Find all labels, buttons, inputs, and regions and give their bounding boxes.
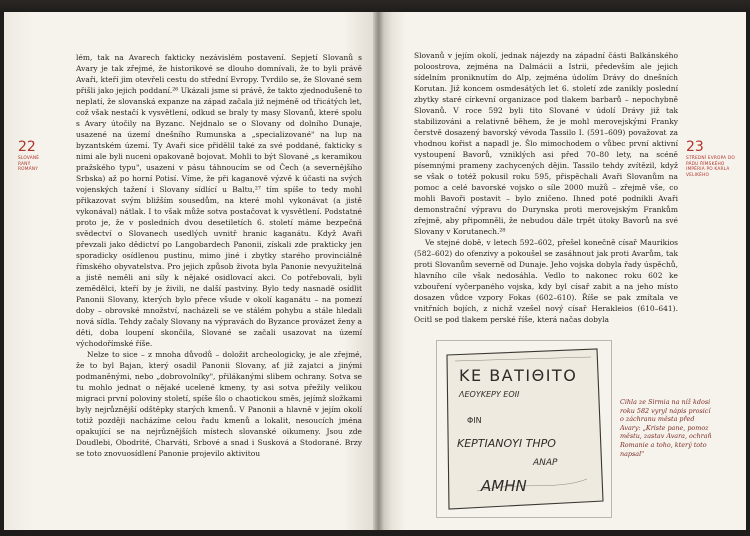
- right-page: [384, 12, 746, 530]
- left-margin-marker: [18, 140, 48, 173]
- left-running-head: SLOVANÉ RANÝ ROMÁNY: [18, 156, 40, 172]
- right-body-text: [414, 50, 678, 325]
- right-page-number: 23: [686, 139, 704, 155]
- brick-inscription-drawing: [437, 341, 611, 517]
- inscription-line-1: ΚΕ ΒΑΤΙΘΙΤΟ: [459, 366, 578, 385]
- figure-caption: Cihla ze Sirmia na níž kdosi roku 582 vyryl nápis prosicí o záchranu města před Avary: „Kriste pane, pomoz městu, zastav Avara, ochraň Romanie a toho, který toto napsal": [620, 398, 712, 458]
- inscription-line-2: ΛΕΟΥΚΕΡΥ ΕΟΙΙ: [459, 390, 520, 399]
- right-running-head: STŘEDNÍ EVROPA DO PÁDU ŘÍMSKÉHO IMPÉRIA PO KARLA VELIKÉHO: [686, 156, 735, 178]
- brick-figure: [436, 340, 612, 518]
- left-body-text: [76, 52, 362, 459]
- inscription-line-6: ΑΜΗΝ: [481, 477, 527, 495]
- left-paragraph-1: lém, tak na Avarech fakticky nezávislém postavení. Sepjetí Slovanů s Avary je tak zřejmé, že historikové se dlouho domnívali, že to byli právě Avaři, kteří jim otevřeli cestu do střední Evropy. Tvrdilo se, že Slované sem přišli jako jejich poddaní.²⁶ Ukázali jsme si právě, že takto zjednodušeně to neplatí, že slovanská expanze na západ začala již nejméně od třicátých let, což však nestačí k vysvětlení, odkud se braly ty masy Slovanů, které spolu s Avary útočily na Byzanc. Nejdnalo se o Slovany od dolního Dunaje, usazené na území dnešního Rumunska a „specializované" na lup na byzantském území. Ty Avaři sice přidělil také za své poddané, fakticky s nimi ale byli nuceni opakovaně bojovat. Mohli to být Slované „s keramikou pražského typu", usazeni v pásu táhnoucím se od Čech (a severnějšího Srbska) až po horní Potisí. Víme, že při kaganově výzvě k účasti na svých vojenských tažení i Slovany sídlící u Baltu,²⁷ tím spíše to tedy mohl přikazovat svým bližším sousedům, na které mohl vykonávat (a jistě vykonával) nátlak. I to však může sotva postačovat k vysvětlení. Podstatné proto je, že v posledních dvou desetiletích 6. století máme bezpečná svědectví o Slovanech usedlých uvnitř hranic kaganátu. Když Avaři převzali jako dědictví po Langobardech Panonii, získali zde prakticky jen sporadicky osídlenou pustinu, mimo jiné i zbytky starého provinciálně římského obyvatelstva. Pro jejich způsob života byla Panonie nevyužitelná a jistě neměli ani síly k nějaké osidlovací akci. Co potřebovali, byli zemědělci, kteří by je živili, ne další pastviny. Bylo tedy nasnadě osídlit Panonii Slovany, kterých bylo přece všude v okolí kaganátu – na pomezí doby – obrovské množství, nacházeli se ve stálém pohybu a stále hledali nová sídla. Tehdy začaly Slovany na výpravách do Byzance provázet ženy a děti, doba loupení skončila, Slované se začali usazovat na území východořímské říše.: [76, 53, 362, 348]
- left-page: [4, 12, 373, 530]
- left-paragraph-2: Nelze to sice – z mnoha důvodů – doložit archeologicky, je ale zřejmé, že to byl Bajan, který osadil Panonii Slovany, ať již zajatci a jinými podmaněnými, nebo „dobrovolníky", přilákanými slibem ochrany. Sotva se tu mohlo jednat o nějaké ucelené kmeny, ty asi sotva přežily velikou migraci první poloviny století, spíše šlo o chaotickou směs, jejímž složkami byly nejrůznější odštěpky starých kmenů. V Panonii a hlavně v jejím okolí totiž později nacházíme celou řadu kmenů a lokalit, nesoucích jména opakující se na nejrůznějších místech slovanské oikumeny. Jsou zde Doudlebi, Obodrité, Charváti, Srbové a snad i Susková a Stodorané. Brzy se toto znovuosídlení Panonie projevilo aktivitou: [76, 350, 362, 458]
- inscription-line-5: ΑΝΑΡ: [533, 458, 558, 468]
- right-margin-marker: [686, 140, 742, 178]
- left-page-number: 22: [18, 139, 36, 155]
- inscription-line-3: ΦΙΝ: [467, 416, 482, 425]
- right-paragraph-2: Ve stejné době, v letech 592–602, přešel konečně císař Maurikios (582–602) do ofenzivy a pokoušel se zasáhnout jak proti Avarům, tak proti Slovanům severně od Dunaje. Jeho vojska dobyla řady úspěchů, hlavního cíle však nedosáhla. Vedlo to nakonec roku 602 ke vzbouření vyčerpaného vojska, kdy byl císař zabit a na jeho místo dosazen vůdce vzpory Fokas (602–610). Říše se pak zmítala ve vnitřních bojích, z nichž vzešel nový císař Herakleios (610–641). Ocitl se pod tlakem perské říše, která načas dobyla: [414, 238, 678, 324]
- gutter-shadow: [384, 12, 392, 530]
- book-gutter: [373, 12, 384, 530]
- inscription-line-4: ΚΕΡΤΙΑΝΟΥΙ ΤΗΡΟ: [457, 437, 556, 450]
- top-edge: [0, 0, 750, 12]
- right-paragraph-1: Slovanů v jejím okolí, jednak nájezdy na západní části Balkánského poloostrova, zejména na Dalmácii a Istrii, především ale jejich sídelním proniknutím do Alp, zejména údolím Drávy do dnešních Korutan. Již koncem osmdesátých let 6. století zde zanikly poslední zbytky staré církevní organizace pod tlakem barbarů – nepochybně Slovanů. V roce 592 byli tito Slované v údolí Drávy již tak stabilizováni a relativně během, že je mohl merovejskými Franky čerstvě dosazený bavorský vévoda Tassilo I. (591–609) považovat za vhodnou kořist a napadl je. Šlo mimochodem o vůbec první aktivní vystoupení Bavorů, vzniklých asi před 70–80 lety, na scéně písemnými prameny zachycených dějin. Tassilo tehdy zvítězil, když se však o totéž pokusil roku 595, přispěchali Avaři Slovanům na pomoc a celé bavorské vojsko o síle 2000 mužů – zřejmě vše, co mohli Bavoři postavit – bylo zničeno. Ihned poté podnikli Avaři demonstrační výpravu do Durynska proti merovejským Frankům zřejmě, aby připomněli, že nebudou dále trpět útoky Bavorů na své Slovany v Korutanech.²⁸: [414, 51, 678, 236]
